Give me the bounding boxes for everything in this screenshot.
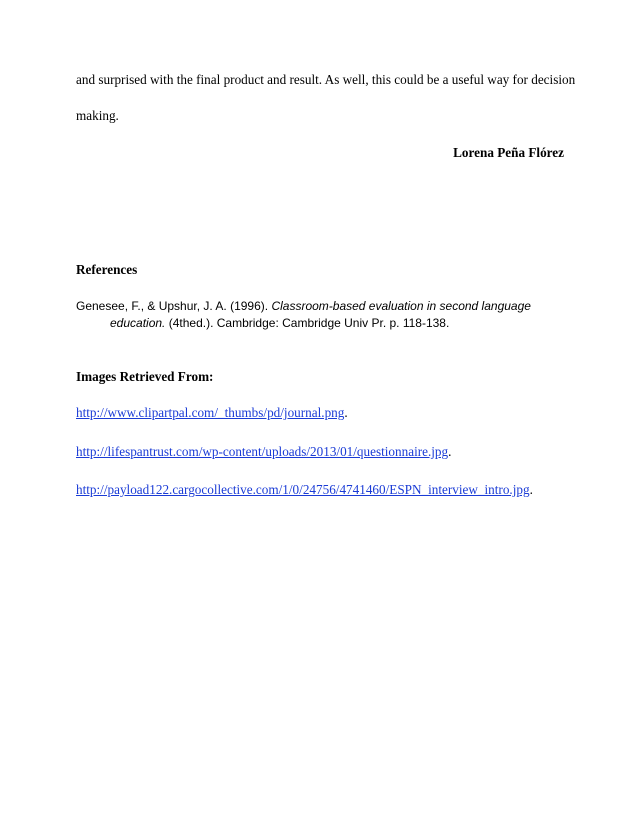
body-text-line-2: making. <box>76 108 119 123</box>
link-suffix: . <box>529 482 533 497</box>
images-heading: Images Retrieved From: <box>76 369 214 384</box>
image-source-row-3 <box>76 482 533 498</box>
reference-title-part-1: Classroom-based evaluation in second language <box>271 299 531 313</box>
body-text-line-1: and surprised with the final product and result. As well, this could be a useful way for decision <box>76 72 576 87</box>
reference-title-part-2: education. <box>110 316 166 330</box>
reference-entry-line-2 <box>110 315 449 331</box>
references-heading: References <box>76 262 138 277</box>
image-source-link-1[interactable]: http://www.clipartpal.com/_thumbs/pd/journal.png <box>76 405 345 420</box>
reference-details: (4thed.). Cambridge: Cambridge Univ Pr. p. 118-138. <box>165 316 450 330</box>
reference-entry-line-1 <box>76 298 531 314</box>
author-signature: Lorena Peña Flórez <box>453 145 564 160</box>
link-suffix: . <box>344 405 348 420</box>
reference-authors: Genesee, F., & Upshur, J. A. (1996). <box>76 299 272 313</box>
image-source-link-2[interactable]: http://lifespantrust.com/wp-content/uploads/2013/01/questionnaire.jpg <box>76 444 449 459</box>
link-suffix: . <box>448 444 452 459</box>
image-source-link-3[interactable]: http://payload122.cargocollective.com/1/0/24756/4741460/ESPN_interview_intro.jpg <box>76 482 530 497</box>
image-source-row-2 <box>76 444 451 460</box>
image-source-row-1 <box>76 405 348 421</box>
